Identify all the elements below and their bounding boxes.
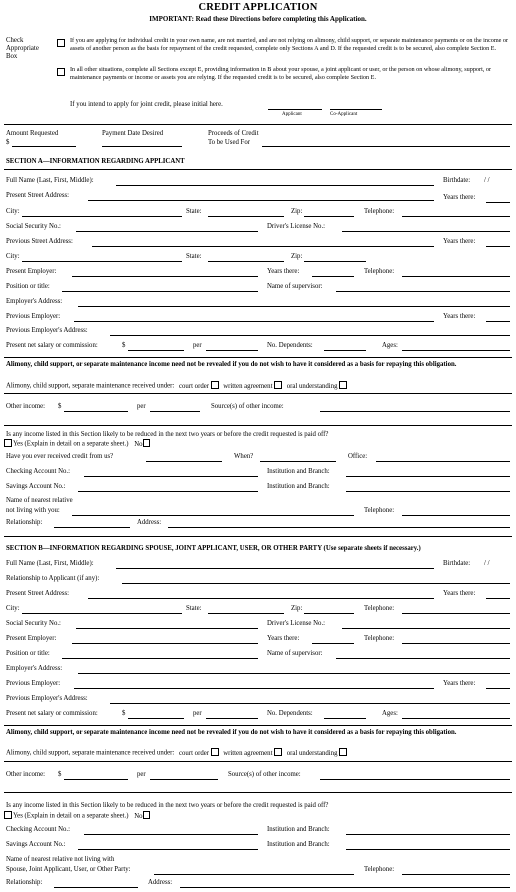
payment-date-label: Payment Date Desired	[102, 130, 164, 137]
a-sources-label: Source(s) of other income:	[211, 403, 284, 410]
a-relative-label-2: not living with you:	[6, 507, 60, 514]
b-salary-label: Present net salary or commission:	[6, 710, 98, 717]
b-state-label: State:	[186, 605, 202, 612]
a-relationship-field[interactable]	[54, 527, 130, 528]
b-other-per-field[interactable]	[150, 779, 218, 780]
a-prev-state-field[interactable]	[208, 261, 284, 262]
b-telephone-field[interactable]	[402, 613, 510, 614]
a-city-field[interactable]	[22, 216, 182, 217]
a-alimony-received	[6, 381, 347, 391]
b-prev-employer-label: Previous Employer:	[6, 680, 61, 687]
b-institution-label: Institution and Branch:	[267, 826, 330, 833]
coapplicant-label: Co-Applicant	[330, 112, 358, 117]
a-supervisor-label: Name of supervisor:	[267, 283, 323, 290]
a-prev-street-label: Previous Street Address:	[6, 238, 73, 245]
a-checking-label: Checking Account No.:	[6, 468, 70, 475]
a-state-label: State:	[186, 208, 202, 215]
a-address-field[interactable]	[168, 527, 510, 528]
b-savings-institution-label: Institution and Branch:	[267, 841, 330, 848]
a-dependents-field[interactable]	[324, 350, 366, 351]
b-license-label: Driver's License No.:	[267, 620, 326, 627]
a-checking-field[interactable]	[84, 476, 258, 477]
b-alimony-notice: Alimony, child support, or separate maintenance income need not be revealed if you do not wish to have it considered as a basis for repaying this obligation.	[6, 729, 457, 736]
b-alimony-received-label: Alimony, child support, separate maintenance received under:	[6, 749, 175, 757]
a-office-label: Office:	[348, 453, 368, 460]
b-prev-emp-years-label: Years there:	[443, 680, 476, 687]
b-prev-employer-address-label: Previous Employer's Address:	[6, 695, 88, 702]
a-other-income-dollar: $	[58, 403, 62, 410]
b-birthdate-label: Birthdate:	[443, 560, 471, 567]
a-salary-dollar: $	[122, 342, 126, 349]
a-prev-years-field[interactable]	[486, 246, 510, 247]
b-court-order-label: court order	[179, 749, 210, 757]
b-alimony-received	[6, 748, 347, 758]
b-dependents-label: No. Dependents:	[267, 710, 313, 717]
divider	[4, 357, 512, 358]
a-alimony-received-label: Alimony, child support, separate maintenance received under:	[6, 382, 175, 390]
b-checking-label: Checking Account No.:	[6, 826, 70, 833]
a-birthdate-slashes: / /	[484, 177, 490, 184]
a-prev-years-label: Years there:	[443, 238, 476, 245]
divider	[4, 169, 512, 170]
b-relative-telephone-label: Telephone:	[364, 866, 395, 873]
b-prev-employer-address-field[interactable]	[110, 703, 510, 704]
proceeds-label-2: To be Used For	[208, 139, 250, 146]
b-city-label: City:	[6, 605, 20, 612]
a-prev-emp-years-field[interactable]	[486, 321, 510, 322]
a-prev-street-field[interactable]	[92, 246, 434, 247]
coapplicant-initial-field[interactable]	[330, 109, 382, 110]
a-street-field[interactable]	[88, 200, 434, 201]
a-oral-checkbox[interactable]	[339, 381, 347, 389]
b-checking-field[interactable]	[84, 834, 258, 835]
b-relative-label-2: Spouse, Joint Applicant, User, or Other Party:	[6, 866, 131, 873]
a-city-label: City:	[6, 208, 20, 215]
a-prev-emp-years-label: Years there:	[443, 313, 476, 320]
b-reduced-options	[4, 811, 150, 821]
b-oral-checkbox[interactable]	[339, 748, 347, 756]
b-yes-checkbox[interactable]	[4, 811, 12, 819]
b-employer-label: Present Employer:	[6, 635, 57, 642]
page-subtitle: IMPORTANT: Read these Directions before completing this Application.	[149, 15, 367, 23]
b-emp-years-field[interactable]	[312, 643, 354, 644]
divider	[4, 393, 512, 394]
a-written-checkbox[interactable]	[274, 381, 282, 389]
b-oral-label: oral understanding	[286, 749, 338, 757]
a-full-name-label: Full Name (Last, First, Middle):	[6, 177, 94, 184]
a-years-label: Years there:	[443, 194, 476, 201]
b-years-field[interactable]	[486, 598, 510, 599]
b-sources-extra-line[interactable]	[4, 792, 512, 793]
a-prev-employer-address-field[interactable]	[110, 335, 510, 336]
individual-credit-checkbox[interactable]	[57, 39, 65, 47]
b-court-order-checkbox[interactable]	[211, 748, 219, 756]
a-employer-address-label: Employer's Address:	[6, 298, 63, 305]
b-state-field[interactable]	[208, 613, 284, 614]
b-supervisor-label: Name of supervisor:	[267, 650, 323, 657]
b-telephone-label: Telephone:	[364, 605, 395, 612]
page-title: CREDIT APPLICATION	[198, 2, 318, 13]
a-court-order-label: court order	[179, 382, 210, 390]
b-zip-field[interactable]	[304, 613, 354, 614]
a-salary-field[interactable]	[128, 350, 184, 351]
b-prev-emp-years-field[interactable]	[486, 688, 510, 689]
b-street-field[interactable]	[88, 598, 434, 599]
joint-initial-label: If you intend to apply for joint credit, please initial here.	[70, 101, 223, 108]
b-salary-dollar: $	[122, 710, 126, 717]
b-birthdate-slashes: / /	[484, 560, 490, 567]
b-per-label: per	[193, 710, 202, 717]
a-yes-label: Yes (Explain in detail on a separate sheet.)	[12, 440, 129, 448]
b-relationship-app-field[interactable]	[122, 583, 510, 584]
a-employer-address-field[interactable]	[78, 306, 510, 307]
b-employer-address-label: Employer's Address:	[6, 665, 63, 672]
b-emp-years-label: Years there:	[267, 635, 300, 642]
a-prev-zip-field[interactable]	[304, 261, 366, 262]
b-employer-address-field[interactable]	[78, 673, 510, 674]
a-street-label: Present Street Address:	[6, 192, 70, 199]
a-other-income-label: Other income:	[6, 403, 46, 410]
b-city-field[interactable]	[22, 613, 182, 614]
a-ages-field[interactable]	[402, 350, 510, 351]
payment-date-field[interactable]	[102, 146, 182, 147]
a-relative-field[interactable]	[72, 515, 354, 516]
b-per-field[interactable]	[206, 718, 258, 719]
b-sources-label: Source(s) of other income:	[228, 771, 301, 778]
joint-credit-checkbox[interactable]	[57, 68, 65, 76]
a-license-field[interactable]	[342, 231, 510, 232]
b-position-field[interactable]	[62, 658, 258, 659]
b-full-name-label: Full Name (Last, First, Middle):	[6, 560, 94, 567]
b-no-checkbox[interactable]	[143, 811, 151, 819]
b-yes-label: Yes (Explain in detail on a separate sheet.)	[12, 812, 129, 820]
a-years-field[interactable]	[486, 202, 510, 203]
b-address-field[interactable]	[180, 887, 510, 888]
b-relationship-field[interactable]	[54, 887, 138, 888]
a-prev-employer-field[interactable]	[74, 321, 434, 322]
b-sources-field[interactable]	[320, 779, 510, 780]
a-written-label: written agreement	[223, 382, 273, 390]
proceeds-field[interactable]	[262, 146, 510, 147]
b-written-label: written agreement	[223, 749, 273, 757]
b-employer-field[interactable]	[72, 643, 258, 644]
a-prev-employer-label: Previous Employer:	[6, 313, 61, 320]
b-savings-label: Savings Account No.:	[6, 841, 66, 848]
divider	[4, 761, 512, 762]
b-ssn-label: Social Security No.:	[6, 620, 61, 627]
a-salary-label: Present net salary or commission:	[6, 342, 98, 349]
a-per-label: per	[193, 342, 202, 349]
a-relative-telephone-field[interactable]	[402, 515, 510, 516]
a-license-label: Driver's License No.:	[267, 223, 326, 230]
b-no-label: No	[134, 812, 143, 820]
option1-text: If you are applying for individual credit in your own name, are not married, and are not relying on alimony, child support, or separate maintenance payments or on the income or assets of another person as the basis for repayment of the credit requested, complete only Sections A and D. If the requested credit is to be secured, also complete Section E.	[70, 37, 509, 52]
b-street-label: Present Street Address:	[6, 590, 70, 597]
divider	[4, 725, 512, 726]
b-supervisor-field[interactable]	[336, 658, 510, 659]
a-per-field[interactable]	[206, 350, 258, 351]
a-institution-field[interactable]	[346, 476, 510, 477]
a-received-credit-label: Have you ever received credit from us?	[6, 453, 114, 460]
a-office-field[interactable]	[376, 461, 510, 462]
a-address-label: Address:	[137, 519, 162, 526]
b-years-label: Years there:	[443, 590, 476, 597]
a-reduced-question: Is any income listed in this Section likely to be reduced in the next two years or before the credit requested is paid off?	[6, 431, 329, 438]
b-institution-field[interactable]	[346, 834, 510, 835]
a-when-label: When?	[234, 453, 254, 460]
b-savings-field[interactable]	[78, 849, 258, 850]
option2-text: In all other situations, complete all Sections except E, providing information in B about your spouse, a joint applicant or user, or the person on whose alimony, support, or maintenance payments or income or assets you are relying. If the requested credit is to be secured, also complete Section E.	[70, 66, 492, 81]
b-written-checkbox[interactable]	[274, 748, 282, 756]
a-other-income-field[interactable]	[64, 411, 128, 412]
section-a-heading: SECTION A—INFORMATION REGARDING APPLICANT	[6, 158, 185, 165]
a-position-label: Position or title:	[6, 283, 50, 290]
section-b-heading: SECTION B—INFORMATION REGARDING SPOUSE, JOINT APPLICANT, USER, OR OTHER PARTY (Use separate sheets if necessary.)	[6, 545, 421, 552]
a-birthdate-label: Birthdate:	[443, 177, 471, 184]
a-no-checkbox[interactable]	[143, 439, 151, 447]
check-label-1: Check	[6, 37, 24, 44]
a-emp-years-field[interactable]	[312, 276, 354, 277]
check-label-2: Appropriate	[6, 45, 39, 52]
divider	[4, 536, 512, 537]
check-label-3: Box	[6, 53, 18, 60]
a-supervisor-field[interactable]	[336, 291, 510, 292]
a-savings-institution-field[interactable]	[346, 491, 510, 492]
b-other-income-field[interactable]	[64, 779, 128, 780]
a-savings-field[interactable]	[78, 491, 258, 492]
a-sources-extra-line[interactable]	[4, 425, 512, 426]
b-full-name-field[interactable]	[116, 568, 434, 569]
a-no-label: No	[134, 440, 143, 448]
applicant-label: Applicant	[282, 112, 302, 117]
b-relationship-app-label: Relationship to Applicant (if any):	[6, 575, 100, 582]
a-sources-field[interactable]	[320, 411, 510, 412]
a-other-per-label: per	[137, 403, 146, 410]
a-prev-city-label: City:	[6, 253, 20, 260]
a-emp-telephone-field[interactable]	[402, 276, 510, 277]
a-zip-field[interactable]	[304, 216, 354, 217]
a-ssn-label: Social Security No.:	[6, 223, 61, 230]
b-salary-field[interactable]	[128, 718, 184, 719]
a-telephone-field[interactable]	[402, 216, 510, 217]
a-other-per-field[interactable]	[150, 411, 200, 412]
b-emp-telephone-field[interactable]	[402, 643, 510, 644]
a-full-name-field[interactable]	[116, 185, 434, 186]
b-reduced-question: Is any income listed in this Section likely to be reduced in the next two years or before the credit requested is paid off?	[6, 802, 329, 809]
a-prev-city-field[interactable]	[22, 261, 182, 262]
a-savings-label: Savings Account No.:	[6, 483, 66, 490]
a-received-credit-field[interactable]	[146, 461, 222, 462]
amount-requested-field[interactable]	[12, 146, 76, 147]
amount-requested-label: Amount Requested	[6, 130, 59, 137]
b-position-label: Position or title:	[6, 650, 50, 657]
b-other-income-label: Other income:	[6, 771, 46, 778]
b-emp-telephone-label: Telephone:	[364, 635, 395, 642]
b-relationship-label: Relationship:	[6, 879, 43, 886]
b-relative-label-1: Name of nearest relative not living with	[6, 856, 115, 863]
a-court-order-checkbox[interactable]	[211, 381, 219, 389]
a-when-field[interactable]	[260, 461, 336, 462]
b-other-income-dollar: $	[58, 771, 62, 778]
a-employer-label: Present Employer:	[6, 268, 57, 275]
a-savings-institution-label: Institution and Branch:	[267, 483, 330, 490]
b-other-per-label: per	[137, 771, 146, 778]
a-ssn-field[interactable]	[76, 231, 258, 232]
a-relative-telephone-label: Telephone:	[364, 507, 395, 514]
dollar-sign: $	[6, 139, 10, 146]
a-prev-employer-address-label: Previous Employer's Address:	[6, 327, 88, 334]
a-emp-years-label: Years there:	[267, 268, 300, 275]
a-dependents-label: No. Dependents:	[267, 342, 313, 349]
a-oral-label: oral understanding	[286, 382, 338, 390]
a-zip-label: Zip:	[291, 208, 303, 215]
a-alimony-notice: Alimony, child support, or separate maintenance income need not be revealed if you do not wish to have it considered as a basis for repaying this obligation.	[6, 361, 457, 368]
b-ages-label: Ages:	[382, 710, 398, 717]
a-relationship-label: Relationship:	[6, 519, 43, 526]
b-license-field[interactable]	[342, 628, 510, 629]
a-prev-zip-label: Zip:	[291, 253, 303, 260]
a-emp-telephone-label: Telephone:	[364, 268, 395, 275]
applicant-initial-field[interactable]	[268, 109, 322, 110]
a-employer-field[interactable]	[72, 276, 258, 277]
a-reduced-options	[4, 439, 150, 449]
b-zip-label: Zip:	[291, 605, 303, 612]
a-prev-state-label: State:	[186, 253, 202, 260]
b-savings-institution-field[interactable]	[346, 849, 510, 850]
a-state-field[interactable]	[208, 216, 284, 217]
a-institution-label: Institution and Branch:	[267, 468, 330, 475]
a-ages-label: Ages:	[382, 342, 398, 349]
b-address-label: Address:	[148, 879, 173, 886]
a-yes-checkbox[interactable]	[4, 439, 12, 447]
a-telephone-label: Telephone:	[364, 208, 395, 215]
b-dependents-field[interactable]	[324, 718, 366, 719]
b-prev-employer-field[interactable]	[74, 688, 434, 689]
a-position-field[interactable]	[62, 291, 258, 292]
proceeds-label-1: Proceeds of Credit	[208, 130, 259, 137]
b-ssn-field[interactable]	[76, 628, 258, 629]
b-ages-field[interactable]	[402, 718, 510, 719]
b-relative-telephone-field[interactable]	[402, 874, 510, 875]
b-relative-field[interactable]	[154, 874, 354, 875]
divider	[4, 124, 512, 125]
a-relative-label-1: Name of nearest relative	[6, 497, 73, 504]
